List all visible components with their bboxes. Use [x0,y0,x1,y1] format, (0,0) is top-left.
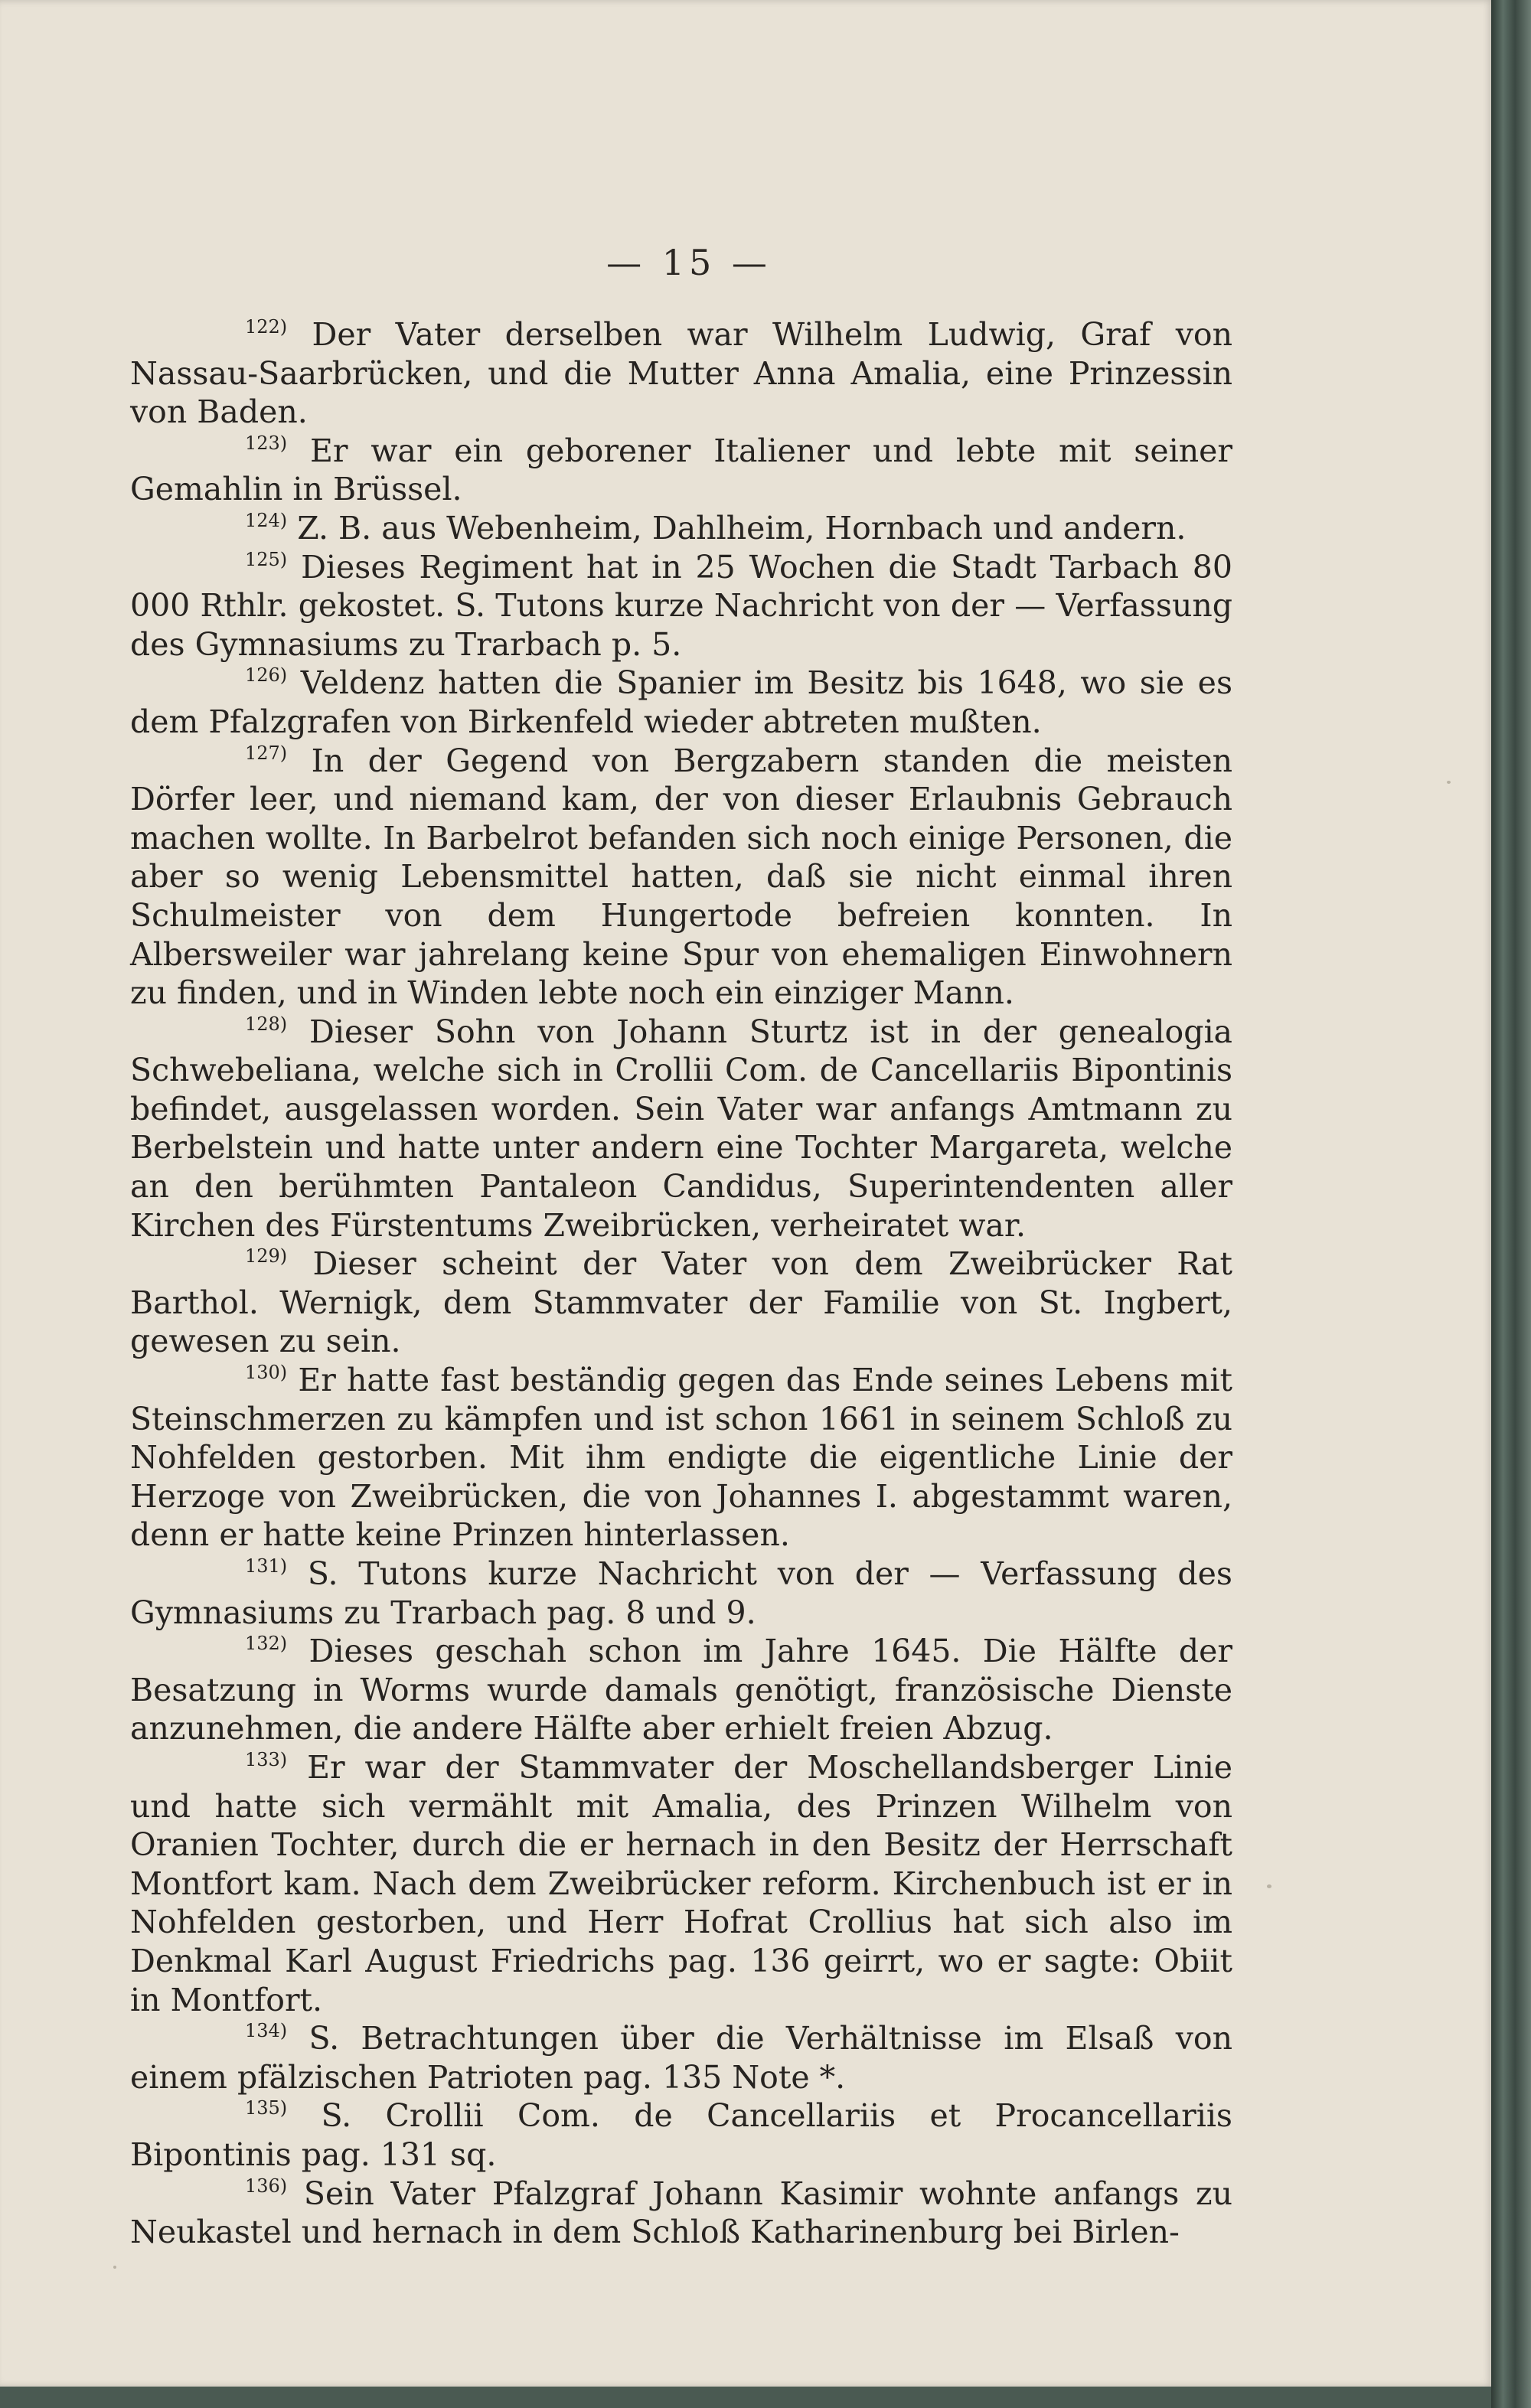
footnote [130,432,1232,509]
page-number-header: — 15 — [606,242,772,283]
footnotes-block [130,315,1232,2252]
footnote [130,1632,1232,1748]
footnote-text: Dieses geschah schon im Jahre 1645. Die Hälfte der Besatzung in Worms wurde damals genötigt, französische Dienste anzunehmen, die andere Hälfte aber erhielt freien Abzug. [130,1633,1232,1747]
footnote-number: 128) [245,1013,288,1035]
footnote-number: 127) [245,742,288,764]
footnote-number: 125) [245,548,288,570]
scan-background-edge [1491,0,1531,2408]
paper-speck [1267,1884,1271,1888]
footnote-number: 132) [245,1633,288,1655]
footnote-number: 129) [245,1245,288,1268]
footnote [130,742,1232,1013]
footnote-text: Er war ein geborener Italiener und lebte mit seiner Gemahlin in Brüssel. [130,432,1232,508]
footnote-text: S. Tutons kurze Nachricht von der — Verfassung des Gymnasiums zu Trarbach pag. 8 und 9. [130,1555,1232,1631]
footnote-number: 124) [245,509,288,531]
footnote [130,1555,1232,1632]
footnote [130,2175,1232,2252]
footnote [130,548,1232,664]
footnote-number: 123) [245,432,288,454]
footnote-text: Z. B. aus Webenheim, Dahlheim, Hornbach und andern. [297,509,1187,547]
footnote-text: In der Gegend von Bergzabern standen die meisten Dörfer leer, und niemand kam, der von dieser Erlaubnis Gebrauch machen wollte. In Barbelrot befanden sich noch einige Personen, die aber so wenig Lebensmittel hatten, daß sie nicht einmal ihren Schulmeister von dem Hungertode befreien konnten. In Albersweiler war jahrelang keine Spur von ehemaligen Einwohnern zu finden, und in Winden lebte noch ein einziger Mann. [130,742,1232,1012]
footnote-text: Er hatte fast beständig gegen das Ende seines Lebens mit Steinschmerzen zu kämpfen und ist schon 1661 in seinem Schloß zu Nohfelden gestorben. Mit ihm endigte die eigentliche Linie der Herzoge von Zweibrücken, die von Johannes I. abgestammt waren, denn er hatte keine Prinzen hinterlassen. [130,1362,1232,1554]
footnote-text: Sein Vater Pfalzgraf Johann Kasimir wohnte anfangs zu Neukastel und hernach in dem Schloß Katharinenburg bei Birlen- [130,2175,1232,2251]
footnote [130,2096,1232,2174]
footnote [130,664,1232,741]
footnote [130,1361,1232,1555]
footnote-number: 133) [245,1748,288,1770]
paper-speck [113,2266,116,2269]
footnote-text: Dieses Regiment hat in 25 Wochen die Stadt Tarbach 80 000 Rthlr. gekostet. S. Tutons kurze Nachricht von der — Verfassung des Gymnasiums zu Trarbach p. 5. [130,548,1232,663]
footnote [130,1748,1232,2019]
footnote [130,1013,1232,1245]
footnote-text: Dieser scheint der Vater von dem Zweibrücker Rat Barthol. Wernigk, dem Stammvater der Familie von St. Ingbert, gewesen zu sein. [130,1245,1232,1360]
footnote [130,1245,1232,1361]
footnote-number: 131) [245,1555,288,1577]
footnote-text: Veldenz hatten die Spanier im Besitz bis 1648, wo sie es dem Pfalzgrafen von Birkenfeld wieder abtreten mußten. [130,664,1232,740]
footnote [130,315,1232,432]
footnote-text: S. Betrachtungen über die Verhältnisse im Elsaß von einem pfälzischen Patrioten pag. 135 Note *. [130,2020,1232,2096]
footnote [130,509,1232,548]
footnote-number: 126) [245,664,288,687]
footnote-text: Der Vater derselben war Wilhelm Ludwig, Graf von Nassau-Saarbrücken, und die Mutter Anna Amalia, eine Prinzessin von Baden. [130,316,1232,431]
footnote [130,2019,1232,2096]
paper-speck [1447,781,1451,784]
footnote-number: 135) [245,2097,288,2119]
footnote-text: Dieser Sohn von Johann Sturtz ist in der genealogia Schwebeliana, welche sich in Crollii Com. de Cancellariis Bipontinis befindet, ausgelassen worden. Sein Vater war anfangs Amtmann zu Berbelstein und hatte unter andern eine Tochter Margareta, welche an den berühmten Pantaleon Candidus, Superintendenten aller Kirchen des Fürstentums Zweibrücken, verheiratet war. [130,1013,1232,1244]
footnote-number: 130) [245,1362,288,1384]
footnote-number: 122) [245,316,288,338]
footnote-number: 136) [245,2175,288,2197]
footnote-number: 134) [245,2020,288,2042]
footnote-text: S. Crollii Com. de Cancellariis et Procancellariis Bipontinis pag. 131 sq. [130,2097,1232,2173]
footnote-text: Er war der Stammvater der Moschellandsberger Linie und hatte sich vermählt mit Amalia, des Prinzen Wilhelm von Oranien Tochter, durch die er hernach in den Besitz der Herrschaft Montfort kam. Nach dem Zweibrücker reform. Kirchenbuch ist er in Nohfelden gestorben, und Herr Hofrat Crollius hat sich also im Denkmal Karl August Friedrichs pag. 136 geirrt, wo er sagte: Obiit in Montfort. [130,1748,1232,2018]
